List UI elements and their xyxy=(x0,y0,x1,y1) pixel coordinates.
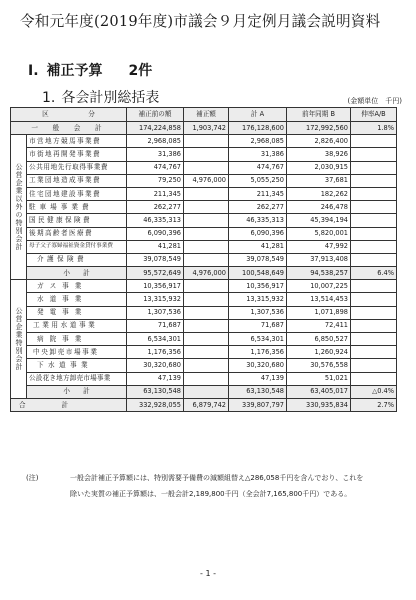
table-row: 発電事業 1,307,536 1,307,536 1,071,898 xyxy=(11,306,397,319)
table-header-row xyxy=(11,108,397,122)
section-heading xyxy=(28,60,160,80)
header-growth: 伸率A/B xyxy=(351,108,397,122)
table-row: 工業用水道事業 71,687 71,687 72,411 xyxy=(11,319,397,332)
grand-total-row: 合 計 332,928,055 6,879,742 339,807,797 330,935,834 2.7% xyxy=(11,398,397,411)
table-row: 公共用地先行取得事業費 474,767 474,767 2,030,915 xyxy=(11,161,397,174)
budget-summary-table xyxy=(10,107,397,412)
table-row: 母子父子寡婦福祉資金貸付事業費 41,281 41,281 47,992 xyxy=(11,240,397,253)
table-row: 工業団地造成事業費 79,250 4,976,000 5,055,250 37,681 xyxy=(11,174,397,187)
unit-note: (金額単位 千円) xyxy=(347,97,402,105)
table-row: 住宅団地建設事業費 211,345 211,345 182,262 xyxy=(11,187,397,200)
general-account-row: 一 般 会 計 174,224,858 1,903,742 176,128,600 172,992,560 1.8% xyxy=(11,122,397,135)
footnote-line-2: 除いた実質の補正予算額は、一般会計2,189,800千円（全会計7,165,800千円）である。 xyxy=(70,490,352,498)
table-row: 水道事業 13,315,932 13,315,932 13,514,453 xyxy=(11,293,397,306)
header-total: 計 A xyxy=(229,108,287,122)
table-row: 介護保険費 39,078,549 39,078,549 37,913,408 xyxy=(11,253,397,266)
header-category: 区 分 xyxy=(11,108,127,122)
table-row: 市街地再開発事業費 31,386 31,386 38,926 xyxy=(11,148,397,161)
section-title: 補正予算 xyxy=(46,63,103,79)
footnote-line-1: 一般会計補正予算額には、特別需要予備費の減額組替え△286,058千円を含んでおり、これを xyxy=(70,474,364,482)
table-row: 下水道事業 30,320,680 30,320,680 30,576,558 xyxy=(11,359,397,372)
table-row: 後期高齢者医療費 6,090,396 6,090,396 5,820,001 xyxy=(11,227,397,240)
enterprise-subtotal-row: 小 計 63,130,548 63,130,548 63,405,017 △0.4% xyxy=(11,385,397,398)
table-row: 国民健康保険費 46,335,313 46,335,313 45,394,194 xyxy=(11,214,397,227)
table-row: 病院事業 6,534,301 6,534,301 6,850,527 xyxy=(11,333,397,346)
section-count: 2件 xyxy=(128,63,153,79)
special-group-label: 公営企業以外の特別会計 xyxy=(11,135,27,280)
subsection-number: 1. xyxy=(42,90,56,106)
table-row: 公設花き地方卸売市場事業 47,139 47,139 51,021 xyxy=(11,372,397,385)
table-row: 駐車場事業費 262,277 262,277 246,478 xyxy=(11,201,397,214)
special-subtotal-row: 小 計 95,572,649 4,976,000 100,548,649 94,538,257 6.4% xyxy=(11,267,397,280)
page-number: - 1 - xyxy=(200,569,216,578)
header-prior: 前年同期 B xyxy=(287,108,351,122)
footnote xyxy=(26,470,410,502)
header-supplement: 補正額 xyxy=(184,108,229,122)
table-row: 公営企業特別会計 ガス事業 10,356,917 10,356,917 10,007,225 xyxy=(11,280,397,293)
header-before: 補正前の額 xyxy=(127,108,184,122)
section-number: I. xyxy=(28,63,39,79)
table-row: 公営企業以外の特別会計 市営地方競馬事業費 2,968,085 2,968,085 2,826,400 xyxy=(11,135,397,148)
subsection-heading xyxy=(42,87,165,107)
subsection-title: 各会計別総括表 xyxy=(61,90,160,106)
enterprise-group-label: 公営企業特別会計 xyxy=(11,280,27,399)
table-row: 中央卸売市場事業 1,176,356 1,176,356 1,260,924 xyxy=(11,346,397,359)
document-title: 令和元年度(2019年度)市議会９月定例月議会説明資料 xyxy=(20,13,381,30)
footnote-mark: (注) xyxy=(26,474,39,482)
